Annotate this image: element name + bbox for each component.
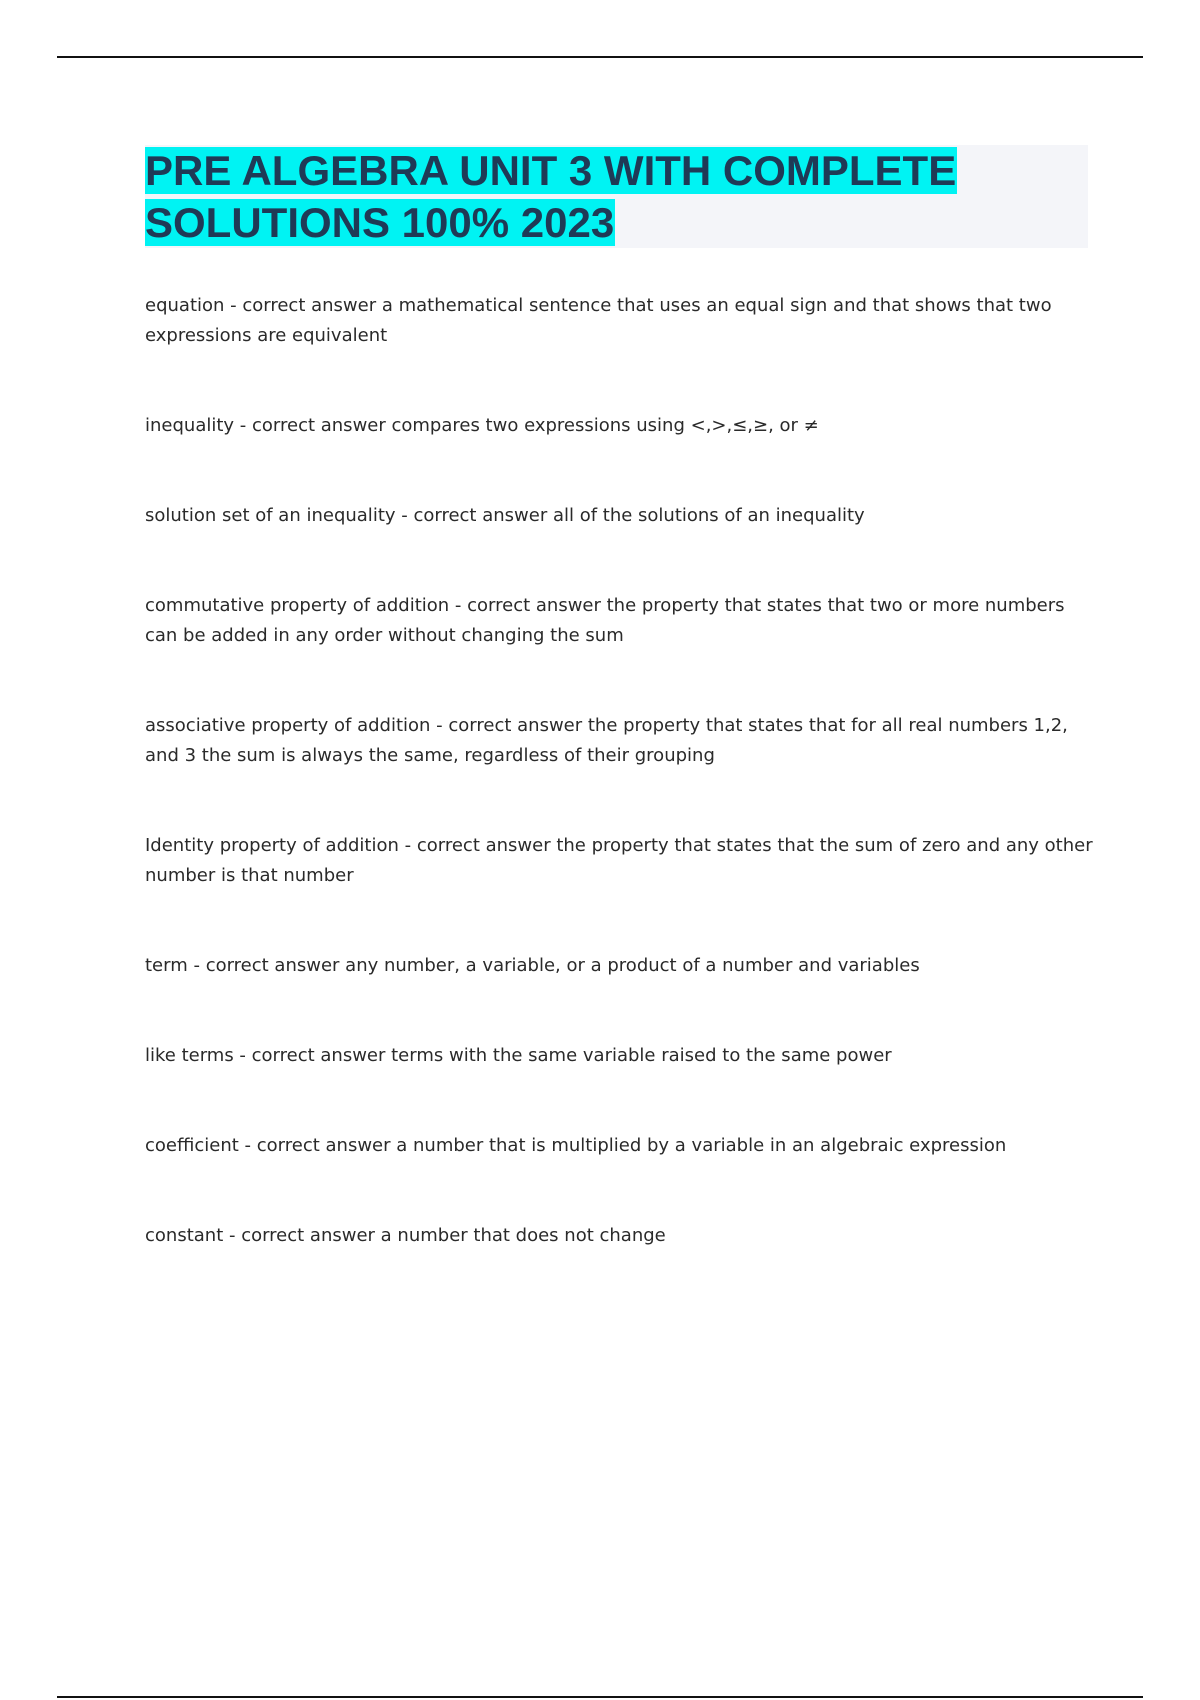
top-rule (57, 56, 1143, 58)
title-block (145, 145, 1088, 248)
definition-entry-commutative-property: commutative property of addition - correct answer the property that states that two or more numbers can be added in any order without changing the sum (145, 595, 1065, 646)
definition-entry-term: term - correct answer any number, a variable, or a product of a number and variables (145, 955, 920, 976)
definition-entry-constant: constant - correct answer a number that does not change (145, 1225, 666, 1246)
bottom-rule (57, 1696, 1143, 1698)
document-title (145, 145, 1088, 249)
term-definition-list (145, 291, 1095, 1311)
definition-entry-equation: equation - correct answer a mathematical sentence that uses an equal sign and that shows that two expressions are equivalent (145, 295, 1052, 346)
definition-entry-coefficient: coefficient - correct answer a number that is multiplied by a variable in an algebraic expression (145, 1135, 1007, 1156)
definition-entry-solution-set: solution set of an inequality - correct answer all of the solutions of an inequality (145, 505, 865, 526)
document-title-text: PRE ALGEBRA UNIT 3 WITH COMPLETE SOLUTIONS 100% 2023 (145, 147, 957, 246)
definition-entry-associative-property: associative property of addition - correct answer the property that states that for all real numbers 1,2, and 3 the sum is always the same, regardless of their grouping (145, 715, 1068, 766)
definition-entry-like-terms: like terms - correct answer terms with the same variable raised to the same power (145, 1045, 892, 1066)
definition-entry-inequality: inequality - correct answer compares two expressions using <,>,≤,≥, or ≠ (145, 415, 819, 436)
definition-entry-identity-property: Identity property of addition - correct answer the property that states that the sum of zero and any other number is that number (145, 835, 1093, 886)
